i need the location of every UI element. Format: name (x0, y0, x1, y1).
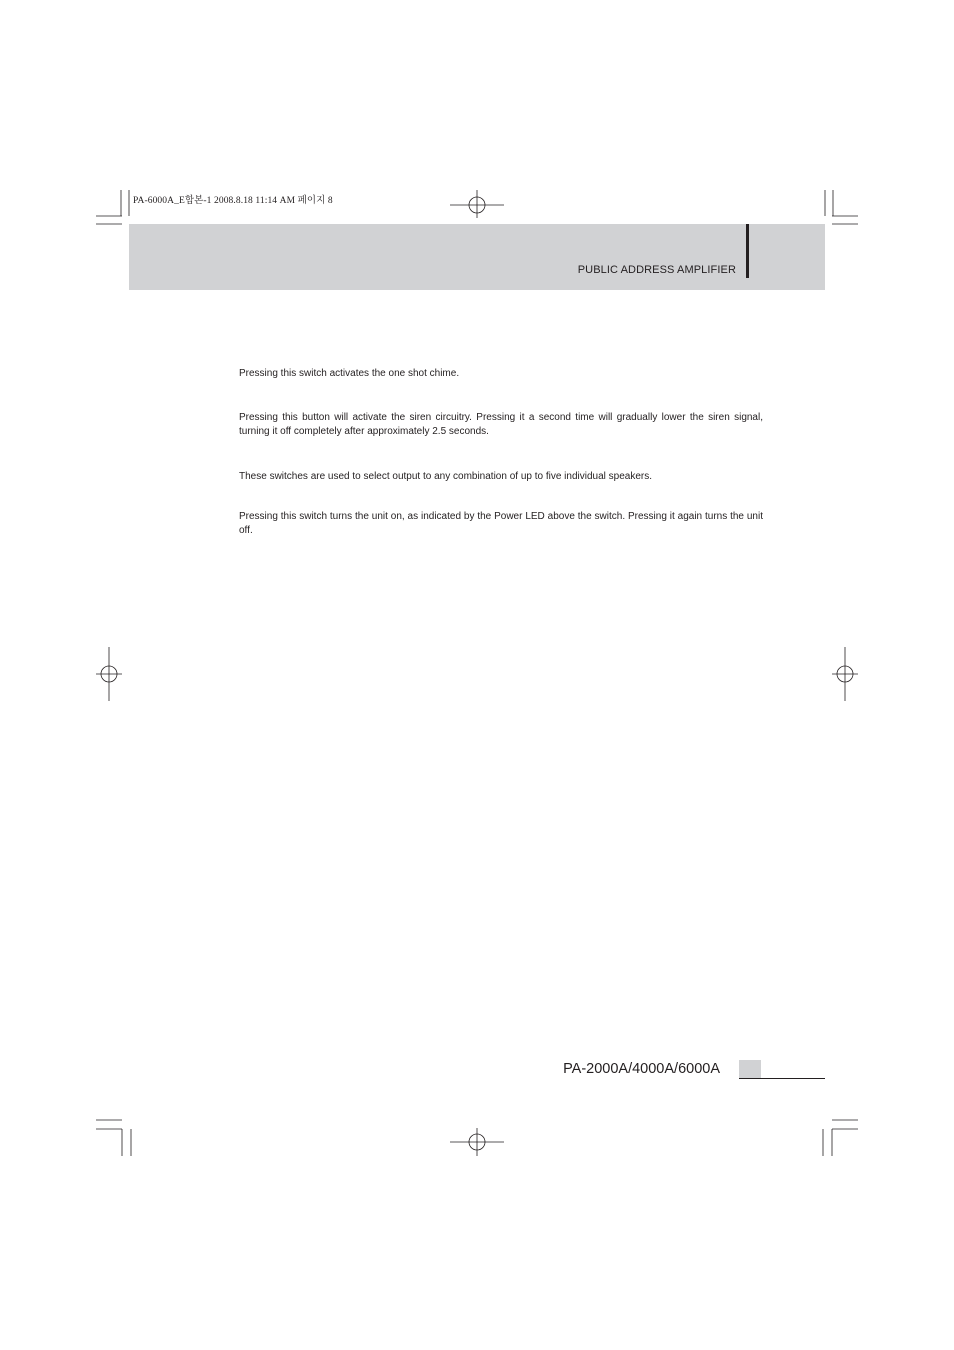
paragraph-speaker-select: These switches are used to select output to any combination of up to five individual speakers. (239, 471, 653, 482)
running-header-title: PUBLIC ADDRESS AMPLIFIER (577, 264, 736, 276)
registration-mark-left (96, 647, 122, 701)
footer-rule (739, 1078, 825, 1079)
header-band (129, 224, 825, 290)
paragraph-chime: Pressing this switch activates the one shot chime. (239, 368, 460, 379)
crop-mark-top-right (825, 190, 858, 224)
crop-mark-top-left (96, 190, 129, 224)
footer-model-number: PA-2000A/4000A/6000A (563, 1061, 720, 1077)
page-number-box (739, 1060, 761, 1078)
header-accent-bar (746, 224, 749, 278)
print-slug-line: PA-6000A_E합본-1 2008.8.18 11:14 AM 페이지 8 (133, 196, 333, 206)
registration-mark-bottom (450, 1128, 504, 1156)
registration-mark-top (450, 190, 504, 218)
crop-mark-bottom-right (823, 1120, 858, 1156)
paragraph-power: Pressing this switch turns the unit on, as indicated by the Power LED above the switch. Pressing it again turns the unit off. (239, 511, 763, 536)
registration-mark-right (832, 647, 858, 701)
crop-mark-bottom-left (96, 1120, 131, 1156)
paragraph-siren: Pressing this button will activate the siren circuitry. Pressing it a second time will gradually lower the siren signal, turning it off completely after approximately 2.5 seconds. (239, 412, 763, 437)
